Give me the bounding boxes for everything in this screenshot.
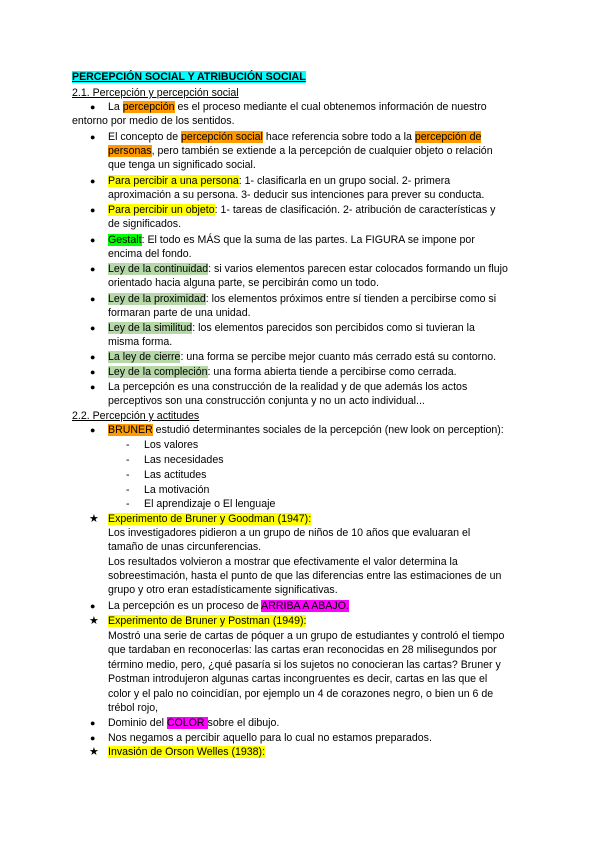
sub-list-item: Las necesidades <box>144 454 224 466</box>
experiment-title: Experimento de Bruner y Goodman (1947): <box>108 513 312 525</box>
list-item-continuation: perceptivos son una construcción conjunta y no un acto individual... <box>108 395 425 407</box>
dash-icon: - <box>126 469 130 481</box>
dash-icon: - <box>126 498 130 510</box>
sub-list-item: La motivación <box>144 484 210 496</box>
list-item: BRUNER estudió determinantes sociales de la percepción (new look on perception): <box>108 424 504 436</box>
list-item: Para percibir a una persona: 1- clasificarla en un grupo social. 2- primera <box>108 175 451 187</box>
list-item-continuation: encima del fondo. <box>108 248 192 260</box>
list-item: Para percibir un objeto: 1- tareas de clasificación. 2- atribución de características y <box>108 204 496 216</box>
bullet-icon: ● <box>90 205 96 215</box>
bullet-icon: ● <box>90 601 96 611</box>
bullet-icon: ● <box>90 102 96 112</box>
bullet-icon: ● <box>90 176 96 186</box>
bullet-icon: ● <box>90 235 96 245</box>
bullet-icon: ● <box>90 367 96 377</box>
dash-icon: - <box>126 454 130 466</box>
bullet-icon: ● <box>90 382 96 392</box>
paragraph-line: trébol rojo, <box>108 702 159 714</box>
bullet-icon: ● <box>90 352 96 362</box>
star-icon: ★ <box>89 513 99 525</box>
list-item-continuation: orientado hacia alguna parte, se percibirán como un todo. <box>108 277 379 289</box>
dash-icon: - <box>126 439 130 451</box>
paragraph-line: sobreestimación, hasta el punto de que las diferencias entre las estimaciones de un <box>108 570 502 582</box>
list-item-continuation: que tenga un significado social. <box>108 159 256 171</box>
star-icon: ★ <box>89 615 99 627</box>
document-title: PERCEPCIÓN SOCIAL Y ATRIBUCIÓN SOCIAL <box>72 71 306 83</box>
bullet-icon: ● <box>90 132 96 142</box>
list-item: La percepción es el proceso mediante el cual obtenemos información de nuestro <box>108 101 487 113</box>
bullet-icon: ● <box>90 733 96 743</box>
paragraph-line: término medio, pero, ¿qué pasaría si los sujetos no conocieran las cartas? Bruner y <box>108 659 501 671</box>
dash-icon: - <box>126 484 130 496</box>
bullet-icon: ● <box>90 425 96 435</box>
paragraph-line: Los resultados volvieron a mostrar que efectivamente el valor determina la <box>108 556 458 568</box>
sub-list-item: El aprendizaje o El lenguaje <box>144 498 276 510</box>
list-item-continuation: aproximación a su persona. 3- deducir sus intenciones para prever su conducta. <box>108 189 485 201</box>
paragraph-line: que tardaban en reconocerlas: las cartas eran reconocidas en 28 milisegundos por <box>108 644 497 656</box>
list-item-continuation: personas, pero también se extiende a la percepción de cualquier objeto o relación <box>108 145 493 157</box>
list-item: Ley de la continuidad: si varios elementos parecen estar colocados formando un flujo <box>108 263 508 275</box>
bullet-icon: ● <box>90 264 96 274</box>
paragraph-line: Postman introdujeron algunas cartas incongruentes es decir, cartas en las que el <box>108 673 488 685</box>
list-item: Dominio del COLOR sobre el dibujo. <box>108 717 280 729</box>
list-item-continuation: formaran parte de una unidad. <box>108 307 251 319</box>
list-item: Ley de la compleción: una forma abierta tiende a percibirse como cerrada. <box>108 366 457 378</box>
paragraph-line: Los investigadores pidieron a un grupo de niños de 10 años que evaluaran el <box>108 527 471 539</box>
list-item: Gestalt: El todo es MÁS que la suma de las partes. La FIGURA se impone por <box>108 234 475 246</box>
paragraph-line: grupo y otro eran estadísticamente significativas. <box>108 584 338 596</box>
list-item: Ley de la proximidad: los elementos próximos entre sí tienden a percibirse como si <box>108 293 497 305</box>
sub-list-item: Los valores <box>144 439 199 451</box>
list-item-continuation: de significados. <box>108 218 182 230</box>
star-icon: ★ <box>89 746 99 758</box>
list-item: El concepto de percepción social hace referencia sobre todo a la percepción de <box>108 131 482 143</box>
experiment-title: Experimento de Bruner y Postman (1949): <box>108 615 307 627</box>
list-item: La ley de cierre: una forma se percibe mejor cuanto más cerrado está su contorno. <box>108 351 497 363</box>
bullet-icon: ● <box>90 294 96 304</box>
paragraph-line: color y el palo no coincidían, por ejemplo un 4 de corazones negro, o bien un 6 de <box>108 688 494 700</box>
list-item: Ley de la similitud: los elementos parecidos son percibidos como si tuvieran la <box>108 322 475 334</box>
list-item-continuation: entorno por medio de los sentidos. <box>72 115 235 127</box>
paragraph-line: Mostró una serie de cartas de póquer a un grupo de estudiantes y controló el tiempo <box>108 630 505 642</box>
sub-list-item: Las actitudes <box>144 469 207 481</box>
list-item: La percepción es una construcción de la realidad y de que además los actos <box>108 381 468 393</box>
section-heading-2-2: 2.2. Percepción y actitudes <box>72 410 200 422</box>
paragraph-line: tamaño de unas circunferencias. <box>108 541 262 553</box>
bullet-icon: ● <box>90 718 96 728</box>
section-heading-2-1: 2.1. Percepción y percepción social <box>72 87 239 99</box>
experiment-title: Invasión de Orson Welles (1938): <box>108 746 266 758</box>
bullet-icon: ● <box>90 323 96 333</box>
list-item-continuation: misma forma. <box>108 336 173 348</box>
list-item: Nos negamos a percibir aquello para lo cual no estamos preparados. <box>108 732 432 744</box>
list-item: La percepción es un proceso de ARRIBA A ABAJO. <box>108 600 349 612</box>
